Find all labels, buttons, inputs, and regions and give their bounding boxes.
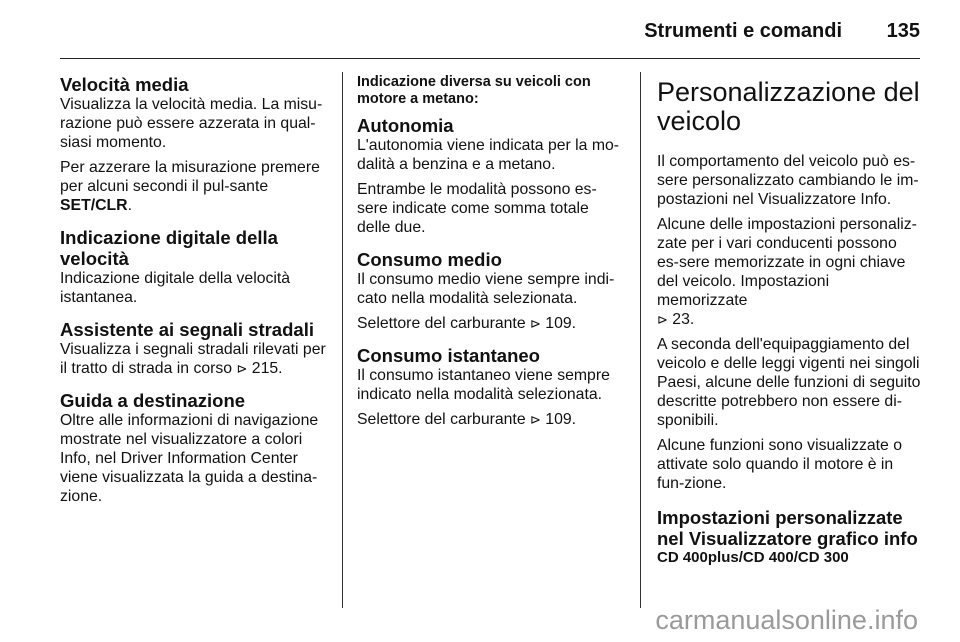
page-number: 135 xyxy=(886,20,920,42)
chapter-title: Personalizzazione del veicolo xyxy=(657,77,920,136)
heading: Autonomia xyxy=(357,115,454,136)
heading: Assistente ai segnali stradali xyxy=(60,319,314,340)
page-reference[interactable]: 215. xyxy=(251,360,283,377)
page-reference[interactable]: 23. xyxy=(672,311,695,328)
page-header xyxy=(60,14,920,59)
page-reference[interactable]: 109. xyxy=(545,315,577,332)
section-guida-destinazione xyxy=(60,390,328,506)
section-velocita-media xyxy=(60,74,328,215)
paragraph xyxy=(357,410,625,429)
button-name: SET/CLR xyxy=(60,197,128,214)
paragraph: L'autonomia viene indicata per la mo-dalità a benzina e a metano. xyxy=(357,137,620,173)
text: Visualizza i segnali stradali rilevati per il tratto di strada in corso xyxy=(60,341,326,377)
paragraph: Il comportamento del veicolo può es-sere personalizzato cambiando le im-postazioni nel Visualizzatore Info. xyxy=(657,153,919,208)
paragraph: Visualizza la velocità media. La misu-razione può essere azzerata in qual-siasi momento. xyxy=(60,96,323,151)
section-consumo-medio xyxy=(357,249,625,333)
text: . xyxy=(127,197,132,214)
paragraph: Il consumo istantaneo viene sempre indicato nella modalità selezionata. xyxy=(357,367,610,403)
paragraph: Entrambe le modalità possono es-sere indicate come somma totale delle due. xyxy=(357,181,597,236)
heading: Guida a destinazione xyxy=(60,390,246,411)
paragraph xyxy=(60,158,328,215)
column-1 xyxy=(60,74,328,518)
text: Selettore del carburante xyxy=(357,315,526,332)
heading: Indicazione digitale della velocità xyxy=(60,227,278,269)
reference-arrow-icon: ⊳ xyxy=(530,412,541,427)
reference-arrow-icon: ⊳ xyxy=(657,312,668,327)
paragraph xyxy=(657,215,922,329)
paragraph: Il consumo medio viene sempre indi-cato nella modalità selezionata. xyxy=(357,271,615,307)
section-autonomia xyxy=(357,115,625,237)
reference-arrow-icon: ⊳ xyxy=(236,361,248,376)
column-divider-1 xyxy=(342,72,343,608)
heading: Velocità media xyxy=(60,74,189,95)
column-3 xyxy=(657,74,922,567)
section-consumo-istantaneo xyxy=(357,345,625,429)
reference-arrow-icon: ⊳ xyxy=(530,316,541,331)
text: Alcune delle impostazioni personaliz-zate per i vari conducenti possono es-sere memorizzate in ogni chiave del veicolo. Impostazioni memorizzate xyxy=(657,216,917,309)
page-reference[interactable]: 109. xyxy=(545,411,577,428)
heading: Impostazioni personalizzate nel Visualizzatore grafico info xyxy=(657,507,918,549)
section-indicazione-digitale xyxy=(60,227,328,307)
heading: Consumo istantaneo xyxy=(357,345,540,366)
section-assistente-segnali xyxy=(60,319,328,378)
column-divider-2 xyxy=(640,72,641,608)
paragraph: Alcune funzioni sono visualizzate o attivate solo quando il motore è in fun-zione. xyxy=(657,437,902,492)
paragraph: Indicazione digitale della velocità istantanea. xyxy=(60,270,291,306)
subheading: CD 400plus/CD 400/CD 300 xyxy=(657,549,849,566)
paragraph: Oltre alle informazioni di navigazione mostrate nel visualizzatore a colori Info, nel Driver Information Center viene visualizzata la guida a destina-zione. xyxy=(60,412,319,505)
paragraph: A seconda dell'equipaggiamento del veicolo e delle leggi vigenti nei singoli Paesi, alcune delle funzioni di seguito descritte potrebbero non essere di-sponibili. xyxy=(657,336,921,429)
intro-heading: Indicazione diversa su veicoli con motore a metano: xyxy=(357,74,591,107)
paragraph xyxy=(60,340,328,378)
text: Selettore del carburante xyxy=(357,411,526,428)
heading: Consumo medio xyxy=(357,249,502,270)
column-2 xyxy=(357,74,625,441)
paragraph xyxy=(357,314,625,333)
section-title: Strumenti e comandi xyxy=(644,20,842,42)
text: Per azzerare la misurazione premere per alcuni secondi il pul-sante xyxy=(60,159,320,195)
watermark-text: carmanualsonline.info xyxy=(655,605,918,635)
